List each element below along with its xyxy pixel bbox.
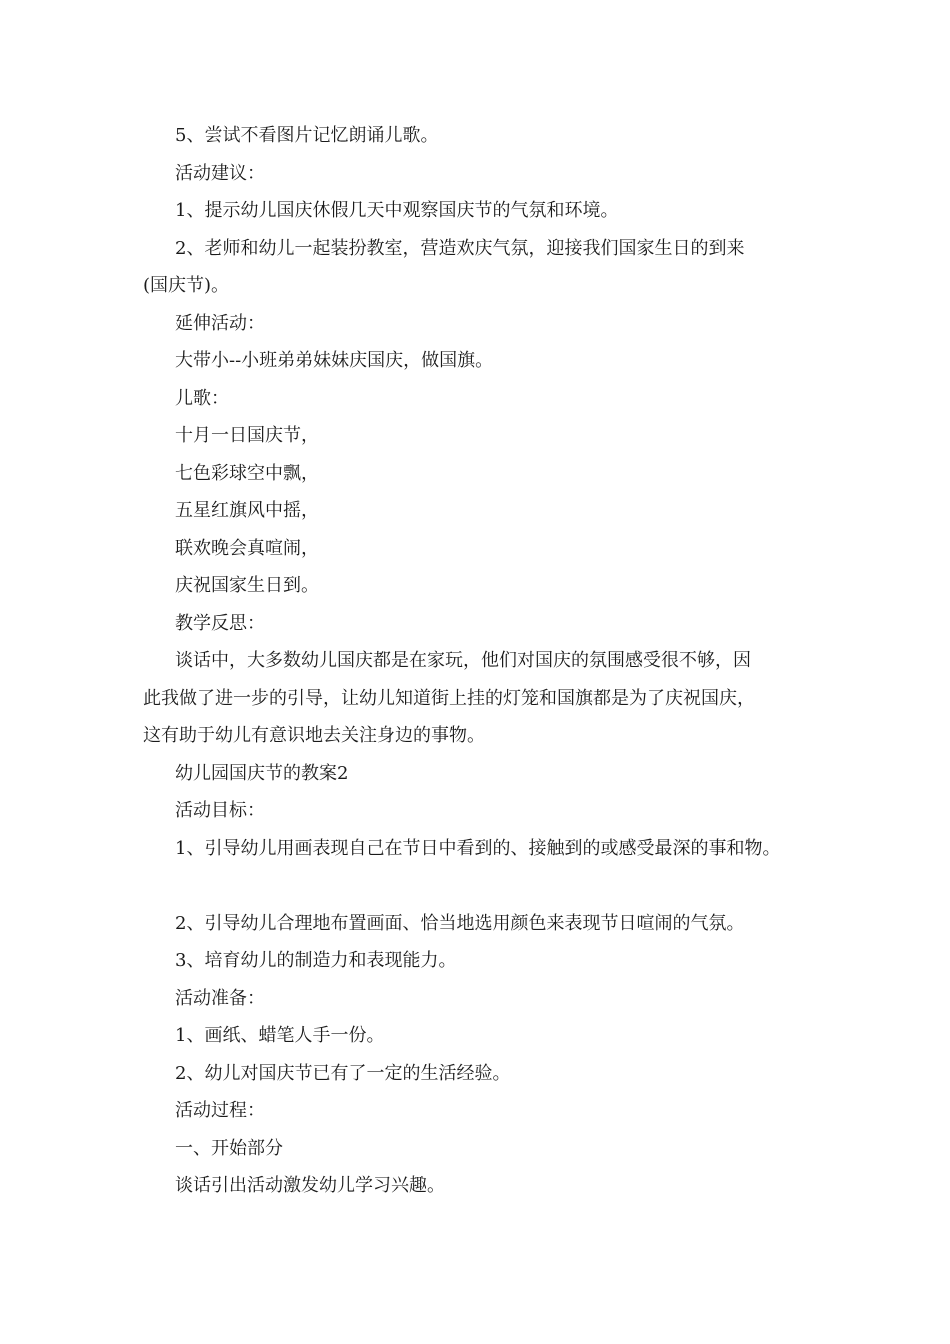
lesson-title: 幼儿园国庆节的教案2	[175, 762, 349, 784]
paragraph-line: 2、引导幼儿合理地布置画面、恰当地选用颜色来表现节日喧闹的气氛。	[175, 912, 745, 934]
paragraph-line: 谈话中，大多数幼儿国庆都是在家玩，他们对国庆的氛围感受很不够，因	[175, 650, 751, 671]
paragraph-line: 1、提示幼儿国庆休假几天中观察国庆节的气氛和环境。	[175, 200, 619, 221]
paragraph-line: 谈话引出活动激发幼儿学习兴趣。	[175, 1175, 445, 1196]
paragraph-line: 1、画纸、蜡笔人手一份。	[175, 1025, 385, 1046]
blank-line	[143, 867, 833, 905]
paragraph-line: 2、老师和幼儿一起装扮教室，营造欢庆气氛，迎接我们国家生日的到来	[175, 237, 745, 259]
poem-line: 联欢晚会真喧闹，	[175, 537, 319, 559]
section-heading: 活动目标：	[175, 800, 265, 821]
poem-line: 庆祝国家生日到。	[175, 575, 319, 596]
paragraph-line: 1、引导幼儿用画表现自己在节日中看到的、接触到的或感受最深的事和物。	[175, 837, 781, 859]
paragraph-line: 5、尝试不看图片记忆朗诵儿歌。	[175, 125, 439, 146]
section-heading: 儿歌：	[175, 387, 229, 409]
paragraph-line: (国庆节)。	[143, 275, 230, 296]
poem-line: 十月一日国庆节，	[175, 425, 319, 446]
section-heading: 延伸活动：	[175, 312, 265, 334]
section-heading: 教学反思：	[175, 612, 265, 634]
poem-line: 五星红旗风中摇，	[175, 500, 319, 521]
subsection-heading: 一、开始部分	[175, 1137, 283, 1159]
paragraph-line: 此我做了进一步的引导，让幼儿知道街上挂的灯笼和国旗都是为了庆祝国庆，	[143, 687, 755, 709]
poem-line: 七色彩球空中飘，	[175, 462, 319, 484]
section-heading: 活动过程：	[175, 1100, 265, 1121]
paragraph-line: 大带小--小班弟弟妹妹庆国庆，做国旗。	[175, 350, 494, 371]
paragraph-line: 3、培育幼儿的制造力和表现能力。	[175, 950, 457, 971]
paragraph-line: 这有助于幼儿有意识地去关注身边的事物。	[143, 725, 485, 746]
paragraph-line: 2、幼儿对国庆节已有了一定的生活经验。	[175, 1062, 511, 1084]
document-body	[143, 117, 833, 1205]
section-heading: 活动准备：	[175, 987, 265, 1009]
section-heading: 活动建议：	[175, 162, 265, 184]
